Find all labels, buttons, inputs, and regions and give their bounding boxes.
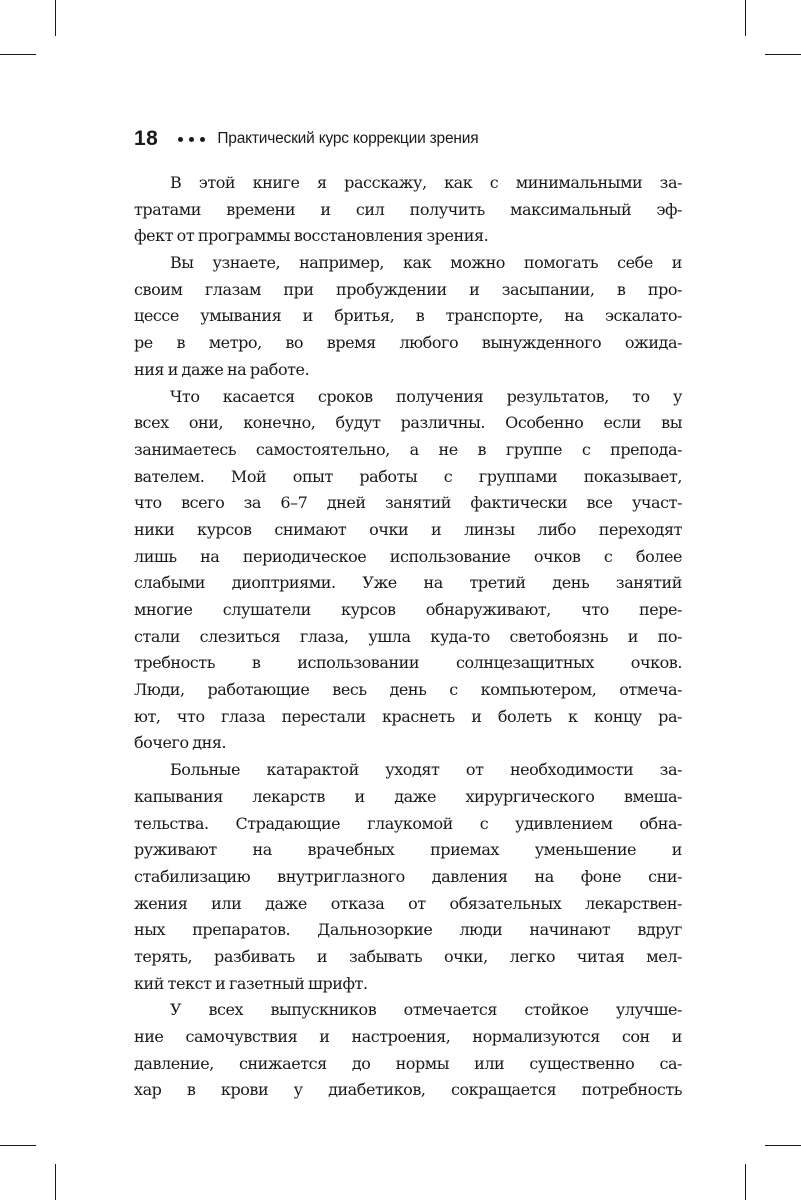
text-line: терять, разбивать и забывать очки, легко читая мел- bbox=[134, 946, 682, 966]
text-line: ют, что глаза перестали краснеть и болеть к концу ра- bbox=[134, 706, 682, 726]
text-line: многие слушатели курсов обнаруживают, что пере- bbox=[134, 600, 682, 619]
text-line: жения или даже отказа от обязательных лекарствен- bbox=[134, 893, 682, 913]
crop-mark-top-left-horizontal bbox=[0, 54, 36, 55]
crop-mark-bottom-left bbox=[55, 1164, 56, 1200]
text-line: капывания лекарств и даже хирургического вмеша- bbox=[134, 786, 682, 806]
running-header bbox=[134, 124, 694, 154]
text-line: ре в метро, во время любого вынужденного ожида- bbox=[134, 333, 682, 353]
separator-dots bbox=[178, 137, 205, 142]
text-line: слабыми диоптриями. Уже на третий день занятий bbox=[134, 573, 682, 593]
text-line: Что касается сроков получения результатов, то у bbox=[170, 386, 682, 406]
text-line: В этой книге я расскажу, как с минимальными за- bbox=[170, 173, 682, 192]
text-line: фект от программы восстановления зрения. bbox=[134, 226, 489, 246]
text-line: руживают на врачебных приемах уменьшение и bbox=[134, 840, 682, 860]
text-line: Больные катарактой уходят от необходимости за- bbox=[170, 760, 682, 780]
paragraph bbox=[134, 250, 682, 383]
text-line: ния и даже на работе. bbox=[134, 359, 310, 379]
text-line: тельства. Страдающие глаукомой с удивлением обна- bbox=[134, 813, 682, 833]
text-line: занимаетесь самостоятельно, а не в группе с препода- bbox=[134, 439, 682, 459]
paragraph bbox=[134, 384, 682, 758]
page-number: 18 bbox=[134, 127, 159, 150]
crop-mark-top-left bbox=[55, 0, 56, 36]
text-line: бочего дня. bbox=[134, 733, 227, 753]
paragraph bbox=[134, 997, 682, 1104]
separator-dot-icon bbox=[200, 137, 205, 142]
crop-mark-bottom-right-horizontal bbox=[765, 1145, 801, 1146]
text-line: что всего за 6–7 дней занятий фактически все участ- bbox=[134, 493, 682, 513]
text-line: Вы узнаете, например, как можно помогать себе и bbox=[170, 253, 682, 273]
text-line: ние самочувствия и настроения, нормализуются сон и bbox=[134, 1027, 682, 1046]
text-line: Люди, работающие весь день с компьютером, отмеча- bbox=[134, 680, 682, 700]
paragraph bbox=[134, 170, 682, 250]
running-title: Практический курс коррекции зрения bbox=[217, 130, 479, 147]
text-line: кий текст и газетный шрифт. bbox=[134, 973, 368, 993]
text-line: вателем. Мой опыт работы с группами показывает, bbox=[134, 466, 682, 486]
text-line: требность в использовании солнцезащитных очков. bbox=[134, 653, 682, 673]
body-text bbox=[134, 170, 682, 1104]
crop-mark-bottom-left-horizontal bbox=[0, 1145, 36, 1146]
paragraph bbox=[134, 757, 682, 997]
text-line: У всех выпускников отмечается стойкое улучше- bbox=[170, 1000, 682, 1020]
text-line: тратами времени и сил получить максимальный эф- bbox=[134, 199, 682, 219]
text-line: всех они, конечно, будут различны. Особенно если вы bbox=[134, 413, 682, 433]
text-line: лишь на периодическое использование очков с более bbox=[134, 546, 682, 566]
text-line: ники курсов снимают очки и линзы либо переходят bbox=[134, 519, 682, 539]
text-line: цессе умывания и бритья, в транспорте, на эскалато- bbox=[134, 306, 682, 326]
crop-mark-top-right bbox=[745, 0, 746, 36]
text-line: ных препаратов. Дальнозоркие люди начинают вдруг bbox=[134, 920, 682, 940]
text-line: стали слезиться глаза, ушла куда-то светобоязнь и по- bbox=[134, 626, 682, 646]
separator-dot-icon bbox=[189, 137, 194, 142]
crop-mark-bottom-right bbox=[745, 1164, 746, 1200]
text-line: стабилизацию внутриглазного давления на фоне сни- bbox=[134, 866, 682, 886]
crop-mark-top-right-horizontal bbox=[765, 54, 801, 55]
text-line: своим глазам при пробуждении и засыпании, в про- bbox=[134, 279, 682, 299]
text-line: давление, снижается до нормы или существенно са- bbox=[134, 1053, 682, 1073]
text-line: хар в крови у диабетиков, сокращается потребность bbox=[134, 1080, 682, 1100]
separator-dot-icon bbox=[178, 137, 183, 142]
